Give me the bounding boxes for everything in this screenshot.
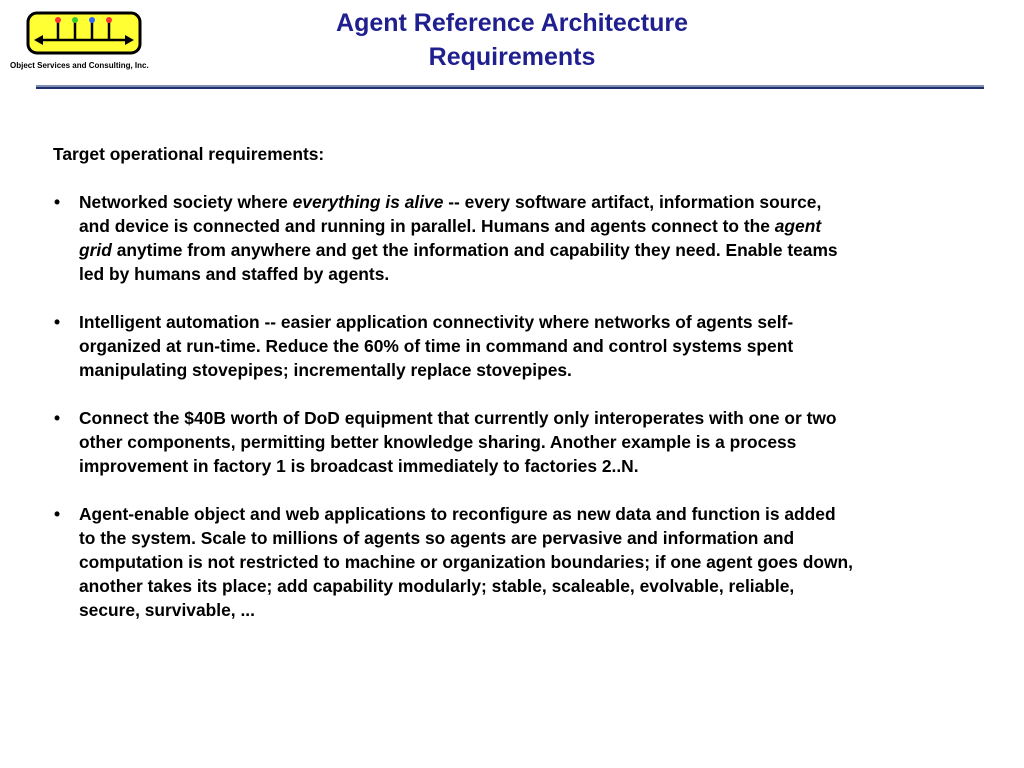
text-segment: led by humans and staffed by agents.: [79, 264, 390, 284]
list-item-line: [79, 430, 983, 454]
requirements-list: [53, 190, 983, 646]
list-item-line: [79, 406, 983, 430]
text-segment: another takes its place; add capability modularly; stable, scaleable, evolvable, reliable,: [79, 576, 795, 596]
text-segment: organized at run-time. Reduce the 60% of time in command and control systems spent: [79, 336, 794, 356]
list-item: [53, 310, 983, 382]
text-segment: improvement in factory 1 is broadcast immediately to factories 2..N.: [79, 456, 639, 476]
emphasis-text: grid: [79, 240, 112, 260]
text-segment: manipulating stovepipes; incrementally replace stovepipes.: [79, 360, 572, 380]
list-item-line: [79, 526, 983, 550]
text-segment: anytime from anywhere and get the information and capability they need. Enable teams: [111, 240, 838, 260]
text-segment: Connect the $40B worth of DoD equipment that currently only interoperates with one or two: [79, 408, 837, 428]
list-item: [53, 406, 983, 478]
logo-dot: [89, 17, 95, 23]
text-segment: other components, permitting better knowledge sharing. Another example is a process: [79, 432, 797, 452]
title-line-1: Agent Reference Architecture: [336, 9, 688, 37]
list-item-line: [79, 310, 983, 334]
bullet-icon: •: [54, 504, 61, 524]
logo-graphic: [26, 11, 144, 57]
company-logo: [26, 11, 144, 57]
page-title: [262, 6, 762, 74]
intro-heading: Target operational requirements:: [53, 144, 325, 164]
header-divider: [36, 85, 984, 89]
text-segment: Agent-enable object and web applications to reconfigure as new data and function is added: [79, 504, 836, 524]
text-segment: Intelligent automation -- easier application connectivity where networks of agents self-: [79, 312, 794, 332]
list-item-line: [79, 190, 983, 214]
list-item-line: [79, 550, 983, 574]
list-item-line: [79, 574, 983, 598]
list-item-line: [79, 358, 983, 382]
list-item-line: [79, 214, 983, 238]
list-item: [53, 190, 983, 286]
list-item-line: [79, 238, 983, 262]
title-line-2: Requirements: [428, 43, 596, 71]
bullet-icon: •: [54, 192, 61, 212]
list-item-line: [79, 262, 983, 286]
bullet-icon: •: [54, 312, 61, 332]
text-segment: -- every software artifact, information source,: [443, 192, 822, 212]
list-item-line: [79, 334, 983, 358]
logo-dot: [55, 17, 61, 23]
text-segment: Networked society where: [79, 192, 293, 212]
text-segment: secure, survivable, ...: [79, 600, 255, 620]
text-segment: computation is not restricted to machine or organization boundaries; if one agent goes down,: [79, 552, 853, 572]
list-item-line: [79, 454, 983, 478]
list-item: [53, 502, 983, 622]
text-segment: to the system. Scale to millions of agents so agents are pervasive and information and: [79, 528, 795, 548]
list-item-line: [79, 598, 983, 622]
logo-dot: [72, 17, 78, 23]
company-name: Object Services and Consulting, Inc.: [10, 61, 149, 70]
logo-dot: [106, 17, 112, 23]
bullet-icon: •: [54, 408, 61, 428]
text-segment: and device is connected and running in parallel. Humans and agents connect to the: [79, 216, 775, 236]
emphasis-text: everything is alive: [292, 192, 444, 212]
emphasis-text: agent: [774, 216, 822, 236]
list-item-line: [79, 502, 983, 526]
